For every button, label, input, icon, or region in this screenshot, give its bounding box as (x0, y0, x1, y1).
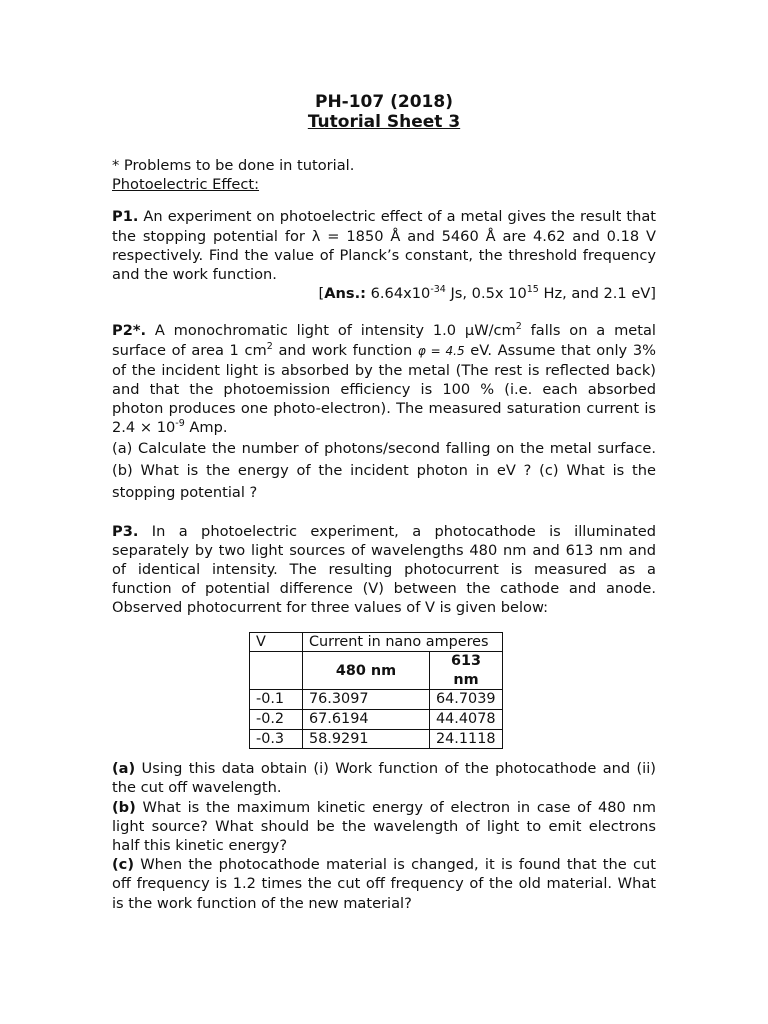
p3-c-text: When the photocathode material is changed, it is found that the cut off frequency is 1.2 times the cut off frequency of the old material. What is the work function of the new material? (112, 856, 656, 912)
p2-questions: (a) Calculate the number of photons/second falling on the metal surface. (b) What is the energy of the incident photon in eV ? (c) What is the stopping potential ? (112, 439, 656, 501)
table-header-row (250, 632, 503, 652)
problem-p1 (112, 207, 656, 284)
p3-a-text: Using this data obtain (i) Work function of the photocathode and (ii) the cut off wavelength. (112, 760, 656, 797)
subheader-613: 613 nm (430, 652, 503, 690)
cell-v: -0.2 (250, 710, 303, 730)
document-title: PH-107 (2018) (314, 92, 453, 112)
header-v: V (250, 632, 303, 652)
section-heading: Photoelectric Effect: (112, 176, 260, 194)
p2-exp-3: -9 (175, 418, 185, 430)
cell-613: 44.4078 (430, 710, 503, 730)
p1-answer-bracket: [ (318, 285, 325, 303)
p2-text-1: A monochromatic light of intensity 1.0 μW/cm (146, 322, 516, 340)
p2-label: P2*. (112, 322, 147, 340)
p3-part-b (112, 798, 656, 856)
table-subheader-row (250, 652, 503, 690)
p3-part-c (112, 855, 656, 913)
subheader-empty (250, 652, 303, 690)
cell-v: -0.1 (250, 690, 303, 710)
p3-label: P3. (112, 522, 139, 540)
p3-c-label: (c) (112, 856, 134, 874)
cell-480: 58.9291 (303, 729, 430, 749)
p1-answer-h: 6.64x10 (365, 285, 431, 303)
p3-text: In a photoelectric experiment, a photocathode is illuminated separately by two light sources of wavelengths 480 nm and 613 nm and of identical intensity. The resulting photocurrent is measured as a function of potential difference (V) between the cathode and anode. Observed photocurrent for three values of V is given below: (112, 522, 656, 617)
p3-a-label: (a) (112, 760, 136, 778)
tutorial-note: * Problems to be done in tutorial. (112, 157, 355, 174)
p3-part-a (112, 759, 656, 797)
p2-text-5: Amp. (184, 419, 228, 437)
p3-b-text: What is the maximum kinetic energy of electron in case of 480 nm light source? What should be the wavelength of light to emit electrons half this kinetic energy? (112, 798, 656, 855)
table-row (250, 690, 503, 710)
header-current: Current in nano amperes (303, 632, 503, 652)
p1-label: P1. (112, 208, 139, 226)
subheader-480: 480 nm (303, 652, 430, 690)
p1-text: An experiment on photoelectric effect of a metal gives the result that the stopping potential for λ = 1850 Å and 5460 Å are 4.62 and 0.18 V respectively. Find the value of Planck’s constant, the threshold frequency and the work function. (112, 208, 656, 284)
p2-text-3: and work function (272, 341, 418, 359)
cell-613: 64.7039 (430, 690, 503, 710)
cell-480: 67.6194 (303, 710, 430, 730)
problem-p2 (112, 321, 656, 437)
document-page (112, 92, 656, 913)
p3-b-label: (b) (112, 798, 136, 816)
table-row (250, 729, 503, 749)
p1-answer-w: Hz, and 2.1 eV] (538, 285, 656, 303)
p1-answer-f-exp: 15 (526, 284, 539, 296)
cell-v: -0.3 (250, 729, 303, 749)
p2-phi: φ = 4.5 (417, 343, 465, 358)
p1-answer-f: Js, 0.5x 10 (445, 285, 527, 303)
p1-answer (112, 284, 656, 303)
p1-answer-h-exp: -34 (430, 284, 446, 296)
document-subtitle: Tutorial Sheet 3 (307, 112, 461, 132)
problem-p3 (112, 522, 656, 618)
table-row (250, 710, 503, 730)
p2-text-4: eV. Assume that only 3% of the incident light is absorbed by the metal (The rest is reflected back) and that the photoemission efficiency is 100 % (i.e. each absorbed photon produces one photo-electron). The measured saturation current is 2.4 × 10 (112, 341, 656, 437)
p2-exp-2: 2 (266, 340, 273, 352)
p2-exp-1: 2 (515, 321, 522, 333)
photocurrent-table (249, 632, 503, 750)
p1-answer-label: Ans.: (324, 285, 366, 303)
cell-613: 24.1118 (430, 729, 503, 749)
cell-480: 76.3097 (303, 690, 430, 710)
p2-text-2: falls on a metal surface of area 1 cm (112, 322, 656, 359)
